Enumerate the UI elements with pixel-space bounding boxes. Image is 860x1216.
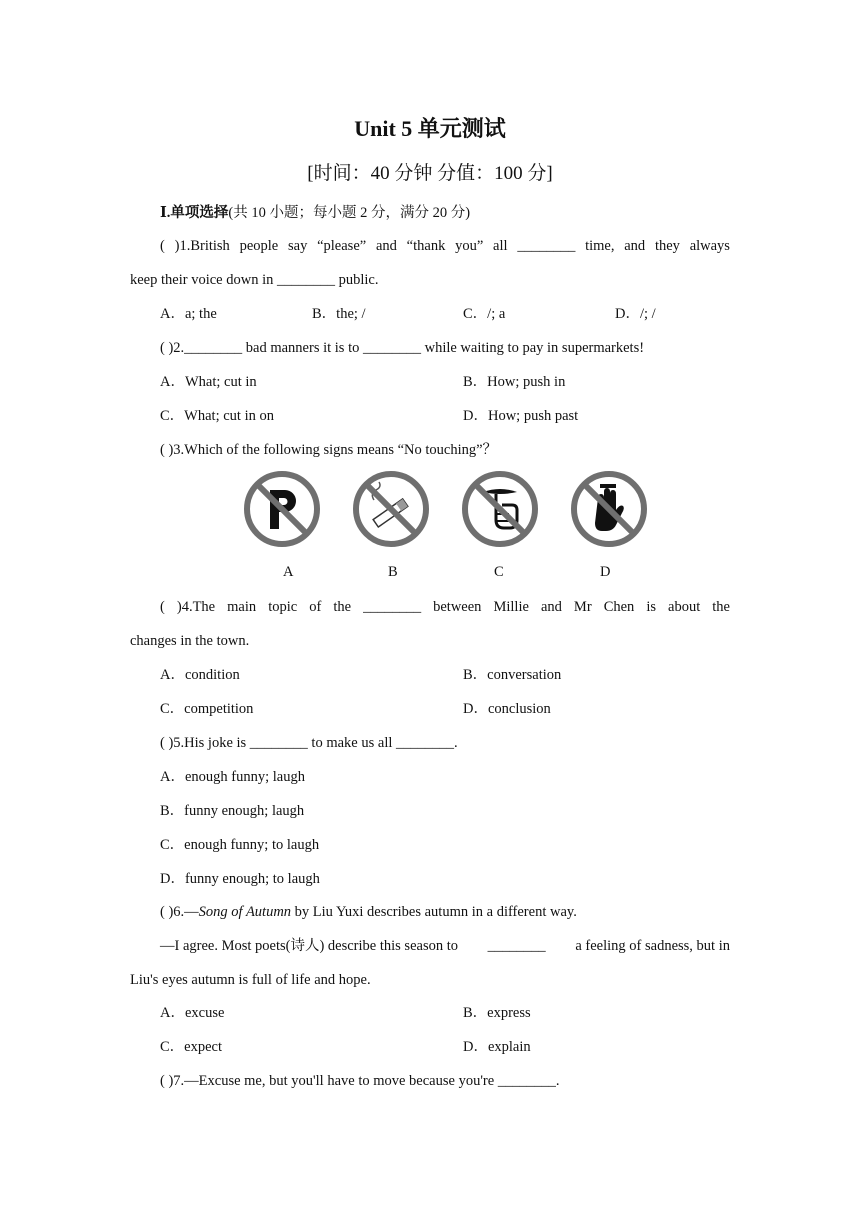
section-heading [160, 201, 470, 222]
word: Mr [573, 599, 592, 615]
answer-blank: ________ [487, 938, 546, 954]
word: topic [268, 599, 298, 615]
page-title: Unit 5 单元测试 [354, 116, 506, 141]
word: —I agree. Most poets(诗人) describe this season to [160, 938, 458, 954]
question-6-option-d: D．explain [463, 1039, 531, 1055]
word: say [287, 238, 308, 254]
sign-label-d: D [600, 564, 611, 580]
answer-blank: ________ [517, 238, 576, 254]
sign-label-c: C [494, 564, 504, 580]
word: time, [585, 238, 615, 254]
question-6-line-3: Liu's eyes autumn is full of life and hope. [130, 972, 371, 988]
word: ( [160, 238, 165, 254]
question-5-option-a: A．enough funny; laugh [160, 769, 305, 785]
question-4-option-a: A．condition [160, 667, 240, 683]
question-4-line-2: changes in the town. [130, 633, 250, 649]
question-2-option-d: D．How; push past [463, 408, 579, 424]
word: ( [160, 599, 165, 615]
question-1-option-a: A．a; the [160, 306, 217, 322]
section-title: Ⅰ.单项选择 [160, 205, 229, 221]
page-subtitle: [时间：40 分钟 分值：100 分] [307, 163, 553, 184]
word: the [712, 599, 730, 615]
word: and [540, 599, 562, 615]
word: )1.British [174, 238, 230, 254]
word: Chen [603, 599, 635, 615]
word: people [239, 238, 279, 254]
question-2-line-1: ( )2.________ bad manners it is to ________ while waiting to pay in supermarkets! [160, 340, 645, 356]
question-4-option-d: D．conclusion [463, 701, 551, 717]
question-2-option-c: C．What; cut in on [160, 408, 274, 424]
poem-title: Song of Autumn [198, 904, 292, 920]
word: about [668, 599, 701, 615]
no-smoking-icon [352, 470, 430, 548]
question-6-line-2 [160, 936, 730, 956]
word: and [375, 238, 397, 254]
word: always [689, 238, 730, 254]
question-6-option-a: A．excuse [160, 1005, 225, 1021]
question-1-option-b: B．the; / [312, 306, 366, 322]
question-1-option-d: D．/; / [615, 306, 656, 322]
question-6-option-b: B．express [463, 1005, 531, 1021]
word: and [624, 238, 646, 254]
section-note: (共 10 小题；每小题 2 分，满分 20 分) [228, 205, 471, 221]
question-5-line-1: ( )5.His joke is ________ to make us all ________. [160, 735, 458, 751]
answer-blank: ________ [363, 599, 422, 615]
word: )4.The [176, 599, 216, 615]
word: “please” [317, 238, 367, 254]
word: you” [455, 238, 484, 254]
question-3-line-1: ( )3.Which of the following signs means “No touching”？ [160, 442, 498, 458]
question-5-option-d: D．funny enough; to laugh [160, 871, 320, 887]
question-6-option-c: C．expect [160, 1039, 223, 1055]
question-6-rest: by Liu Yuxi describes autumn in a different way. [291, 904, 577, 920]
no-touching-icon [570, 470, 648, 548]
question-2-option-a: A．What; cut in [160, 374, 257, 390]
question-4-option-c: C．competition [160, 701, 254, 717]
question-1-option-c: C．/; a [463, 306, 506, 322]
question-5-option-b: B．funny enough; laugh [160, 803, 305, 819]
question-2-option-b: B．How; push in [463, 374, 566, 390]
question-6-line-1 [160, 902, 577, 922]
question-4-line-1 [160, 597, 730, 617]
keep-quiet-icon [461, 470, 539, 548]
word: “thank [406, 238, 446, 254]
word: the [333, 599, 352, 615]
word: a feeling of sadness, but in [575, 938, 730, 954]
question-1-line-2: keep their voice down in ________ public. [130, 272, 379, 288]
question-1-line-1 [160, 236, 730, 256]
sign-label-b: B [388, 564, 398, 580]
word: they [654, 238, 680, 254]
word: of [309, 599, 322, 615]
word: Millie [493, 599, 529, 615]
word: main [227, 599, 257, 615]
question-7-line-1: ( )7.—Excuse me, but you'll have to move because you're ________. [160, 1073, 560, 1089]
word: all [493, 238, 508, 254]
question-4-option-b: B．conversation [463, 667, 562, 683]
sign-label-a: A [283, 564, 294, 580]
sign-images [240, 470, 660, 550]
question-5-option-c: C．enough funny; to laugh [160, 837, 320, 853]
question-6-prefix: ( )6.— [160, 904, 199, 920]
word: between [433, 599, 482, 615]
word: is [646, 599, 656, 615]
no-parking-icon [243, 470, 321, 548]
